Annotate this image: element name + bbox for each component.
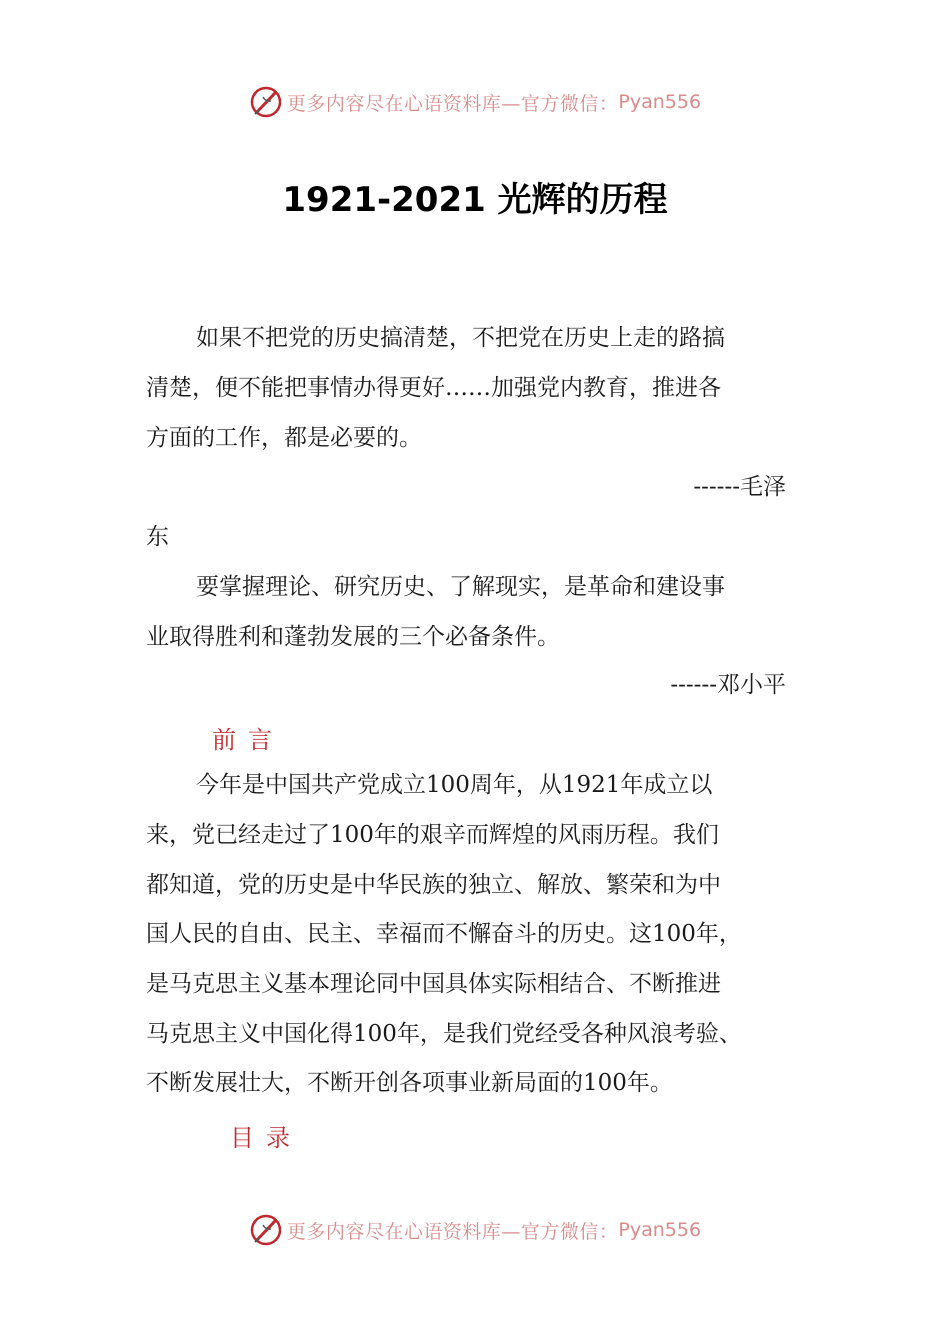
banner-wechat-id: Pyan556 xyxy=(618,91,702,113)
preface-line: 马克思主义中国化得100年，是我们党经受各种风浪考验、 xyxy=(146,1021,742,1047)
quote-line: 方面的工作，都是必要的。 xyxy=(146,425,422,451)
quote-attribution: ------毛泽 xyxy=(693,474,786,500)
document-title: 1921-2021 光辉的历程 xyxy=(282,180,668,220)
header-banner xyxy=(0,80,950,124)
quote-attribution: ------邓小平 xyxy=(670,672,786,698)
preface-line: 是马克思主义基本理论同中国具体实际相结合、不断推进 xyxy=(146,971,721,997)
preface-line: 不断发展壮大，不断开创各项事业新局面的100年。 xyxy=(146,1070,673,1096)
quote-attribution-wrap: 东 xyxy=(146,524,169,550)
quote-line: 清楚，便不能把事情办得更好……加强党内教育，推进各 xyxy=(146,375,721,401)
quote-line: 业取得胜利和蓬勃发展的三个必备条件。 xyxy=(146,624,560,650)
toc-heading: 目录 xyxy=(230,1124,302,1152)
preface-line: 都知道，党的历史是中华民族的独立、解放、繁荣和为中 xyxy=(146,872,721,898)
banner-text: 更多内容尽在心语资料库—官方微信： xyxy=(286,92,619,115)
pen-in-circle-logo xyxy=(249,85,283,119)
preface-line: 来，党已经走过了100年的艰辛而辉煌的风雨历程。我们 xyxy=(146,822,719,848)
quote-line: 如果不把党的历史搞清楚，不把党在历史上走的路搞 xyxy=(196,325,725,351)
banner-text: 更多内容尽在心语资料库—官方微信： xyxy=(286,1220,619,1243)
footer-banner xyxy=(0,1208,950,1252)
banner-wechat-id: Pyan556 xyxy=(618,1219,702,1241)
quote-line: 要掌握理论、研究历史、了解现实，是革命和建设事 xyxy=(196,574,725,600)
pen-in-circle-logo xyxy=(249,1213,283,1247)
preface-line: 今年是中国共产党成立100周年，从1921年成立以 xyxy=(196,772,713,798)
preface-heading: 前言 xyxy=(212,726,284,754)
preface-line: 国人民的自由、民主、幸福而不懈奋斗的历史。这100年， xyxy=(146,921,742,947)
